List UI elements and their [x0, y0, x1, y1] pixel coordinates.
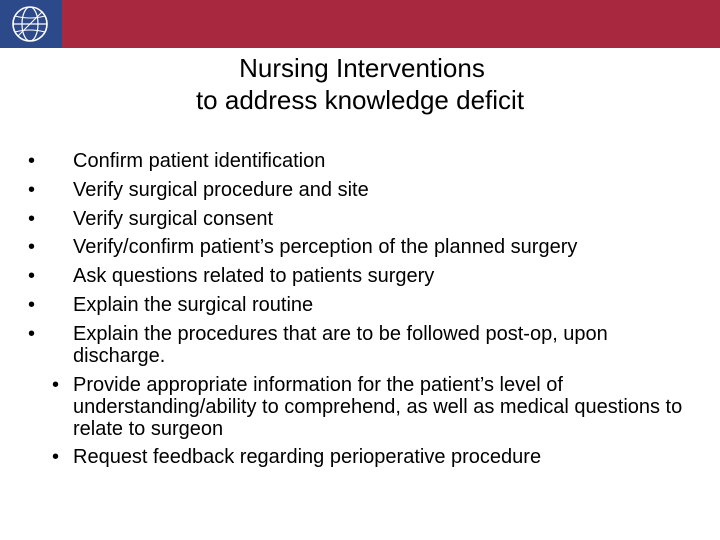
list-item: • Request feedback regarding perioperative procedure: [22, 446, 702, 468]
globe-icon: [10, 4, 50, 44]
list-item: • Provide appropriate information for the patient’s level of understanding/ability to comprehend, as well as medical questions to relate to surgeon: [22, 374, 702, 440]
list-item: • Ask questions related to patients surgery: [22, 265, 702, 287]
title-line-1: Nursing Interventions: [239, 53, 485, 83]
title-line-2: to address knowledge deficit: [195, 85, 525, 115]
slide-title: [0, 52, 720, 116]
list-item: • Verify surgical consent: [22, 208, 702, 230]
bullet-list: [22, 150, 702, 475]
logo: [0, 0, 62, 48]
list-item: • Verify/confirm patient’s perception of the planned surgery: [22, 236, 702, 258]
list-item: • Explain the surgical routine: [22, 294, 702, 316]
list-item: • Confirm patient identification: [22, 150, 702, 172]
list-item: • Explain the procedures that are to be followed post-op, upon discharge.: [22, 323, 702, 367]
list-item: • Verify surgical procedure and site: [22, 179, 702, 201]
top-banner: [0, 0, 720, 48]
